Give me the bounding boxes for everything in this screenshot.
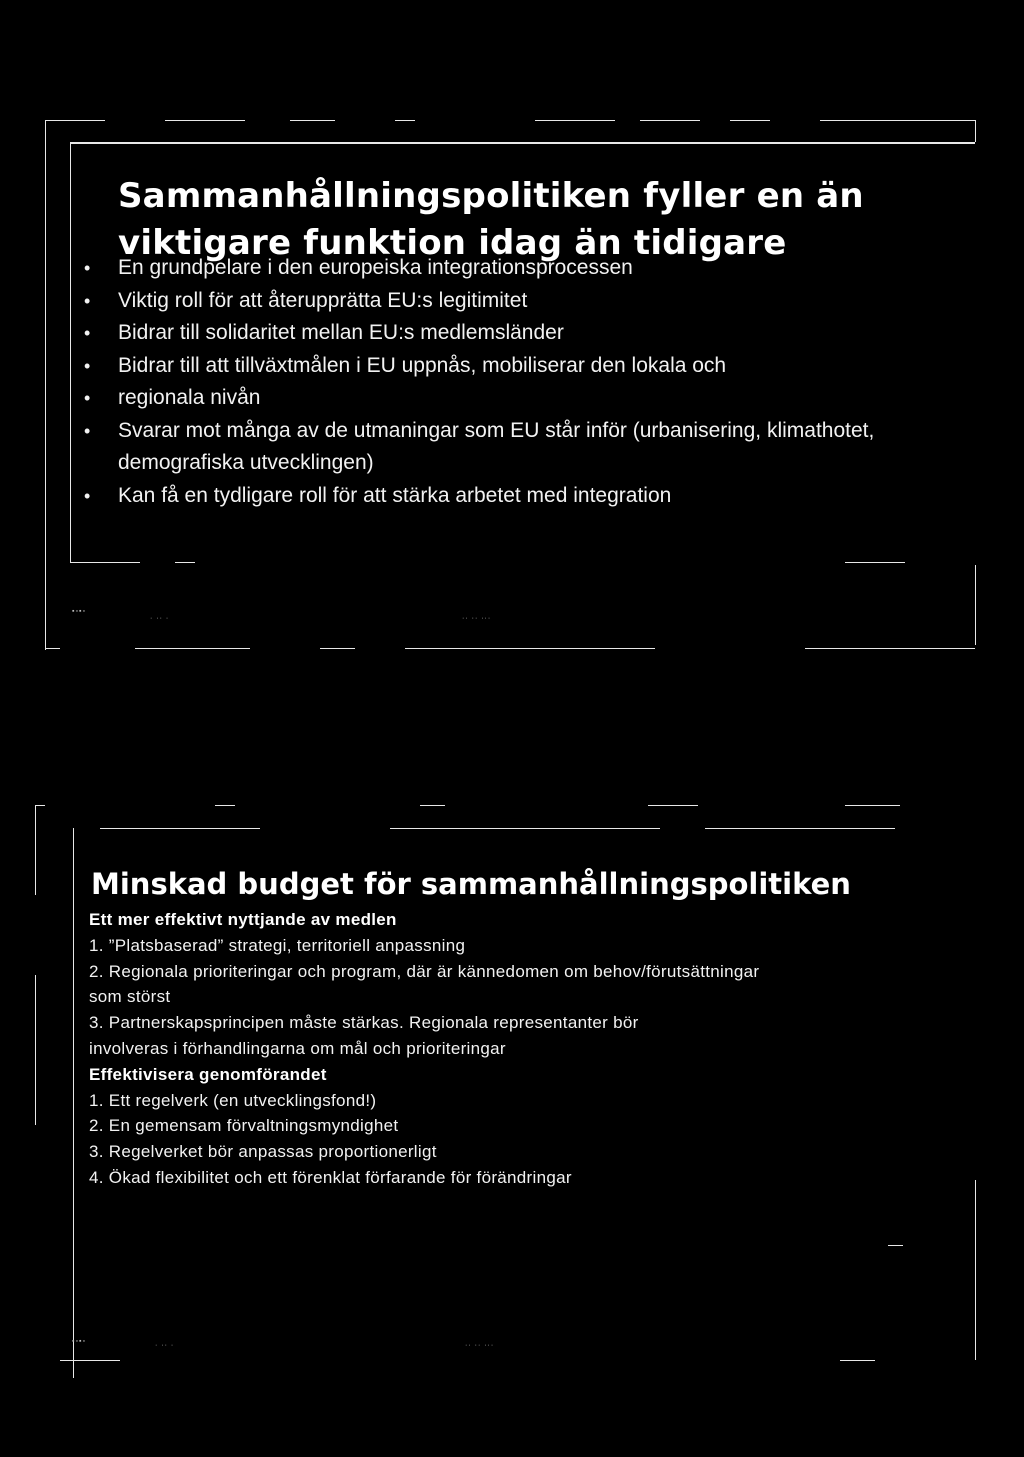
footer-mark: ·· ·· ··· bbox=[462, 615, 492, 622]
frame-top-line bbox=[730, 120, 770, 121]
slide-title: Sammanhållningspolitiken fyller en än viktigare funktion idag än tidigare bbox=[118, 175, 864, 263]
list-item: 3. Partnerskapsprincipen måste stärkas. Regionala representanter bör involveras i förhandlingarna om mål och prioriteringar bbox=[89, 1013, 639, 1058]
frame-left-line bbox=[35, 975, 36, 1125]
frame-mid-line bbox=[845, 562, 905, 563]
bullet-item bbox=[78, 415, 968, 480]
list-item: 2. Regionala prioriteringar och program, där är kännedomen om behov/förutsättningar som störst bbox=[89, 961, 760, 1007]
bullet-item bbox=[78, 350, 978, 383]
frame-mid-line bbox=[888, 1245, 903, 1246]
bullet-item bbox=[78, 317, 978, 350]
frame-bottom-line bbox=[840, 1360, 875, 1361]
bullet-text: Bidrar till solidaritet mellan EU:s medlemsländer bbox=[118, 321, 564, 344]
frame-bottom-line bbox=[405, 648, 655, 649]
bullet-icon: • bbox=[84, 355, 91, 376]
slide-2 bbox=[0, 770, 1024, 1457]
frame-top-line bbox=[35, 805, 45, 806]
frame-bottom-line bbox=[60, 1360, 120, 1361]
frame-right-lower-line bbox=[975, 565, 976, 645]
frame-top-line bbox=[845, 805, 900, 806]
frame-top-line bbox=[290, 120, 335, 121]
bullet-icon: • bbox=[84, 388, 91, 408]
bullet-item bbox=[78, 480, 978, 513]
frame-top-line bbox=[45, 120, 105, 121]
bullet-icon: • bbox=[84, 258, 91, 278]
bullet-icon: • bbox=[84, 323, 91, 343]
slide-1 bbox=[0, 0, 1024, 700]
frame-title-line bbox=[100, 828, 260, 829]
frame-bottom-line bbox=[45, 648, 60, 649]
bullet-text: Bidrar till att tillväxtmålen i EU uppnås, mobiliserar den lokala och bbox=[118, 353, 727, 377]
bullet-icon: • bbox=[84, 420, 91, 441]
frame-mid-line bbox=[70, 562, 140, 563]
list-item: 1. Ett regelverk (en utvecklingsfond!) bbox=[89, 1090, 377, 1110]
frame-top-line bbox=[640, 120, 700, 121]
frame-top-line bbox=[165, 120, 245, 121]
frame-title-underline bbox=[70, 142, 975, 144]
list-item: 1. ”Platsbaserad” strategi, territoriell anpassning bbox=[89, 935, 466, 955]
frame-mid-line bbox=[175, 562, 195, 563]
bullet-icon: • bbox=[84, 290, 91, 311]
footer-logo-mark: ▪▫▪▫ bbox=[72, 1338, 86, 1345]
bullet-text: En grundpelare i den europeiska integrationsprocessen bbox=[118, 256, 633, 279]
bullet-text: Svarar mot många av de utmaningar som EU står inför (urbanisering, klimathotet, demografiska utvecklingen) bbox=[118, 418, 875, 474]
footer-mark: · ·· · bbox=[155, 1342, 175, 1349]
list-item: 2. En gemensam förvaltningsmyndighet bbox=[89, 1116, 399, 1136]
slide-title: Minskad budget för sammanhållningspolitiken bbox=[91, 867, 851, 902]
frame-left-inner-line bbox=[70, 142, 71, 562]
frame-title-line bbox=[705, 828, 895, 829]
footer-mark: ·· ·· ··· bbox=[465, 1342, 495, 1349]
bullet-icon: • bbox=[84, 485, 91, 506]
bullet-text: Viktig roll för att återupprätta EU:s legitimitet bbox=[118, 288, 528, 312]
frame-top-line bbox=[648, 805, 698, 806]
list-item: 4. Ökad flexibilitet och ett förenklat förfarande för förändringar bbox=[89, 1167, 572, 1187]
list-item: 3. Regelverket bör anpassas proportionerligt bbox=[89, 1142, 437, 1162]
frame-left-inner-line bbox=[73, 828, 74, 1378]
frame-left-line bbox=[35, 805, 36, 895]
frame-right-line bbox=[975, 1180, 976, 1360]
footer-mark: · ·· · bbox=[150, 615, 170, 622]
bullet-item bbox=[78, 252, 978, 285]
slide-body bbox=[89, 907, 969, 1191]
section-heading: Effektivisera genomförandet bbox=[89, 1064, 327, 1084]
frame-bottom-line bbox=[320, 648, 355, 649]
frame-bottom-line bbox=[135, 648, 250, 649]
frame-top-line bbox=[820, 120, 975, 121]
frame-top-line bbox=[535, 120, 615, 121]
frame-left-line bbox=[45, 120, 46, 650]
frame-bottom-line bbox=[805, 648, 975, 649]
section-heading: Ett mer effektivt nyttjande av medlen bbox=[89, 910, 397, 929]
frame-title-line bbox=[390, 828, 660, 829]
bullet-text: Kan få en tydligare roll för att stärka arbetet med integration bbox=[118, 483, 672, 507]
bullet-item bbox=[78, 382, 978, 415]
frame-right-line bbox=[975, 120, 976, 142]
frame-top-line bbox=[215, 805, 235, 806]
frame-top-line bbox=[420, 805, 445, 806]
frame-top-line bbox=[395, 120, 415, 121]
bullet-item bbox=[78, 285, 978, 318]
bullet-list bbox=[78, 252, 978, 512]
bullet-text: regionala nivån bbox=[118, 386, 261, 409]
footer-logo-mark: ▪▫▪▫ bbox=[72, 608, 86, 615]
